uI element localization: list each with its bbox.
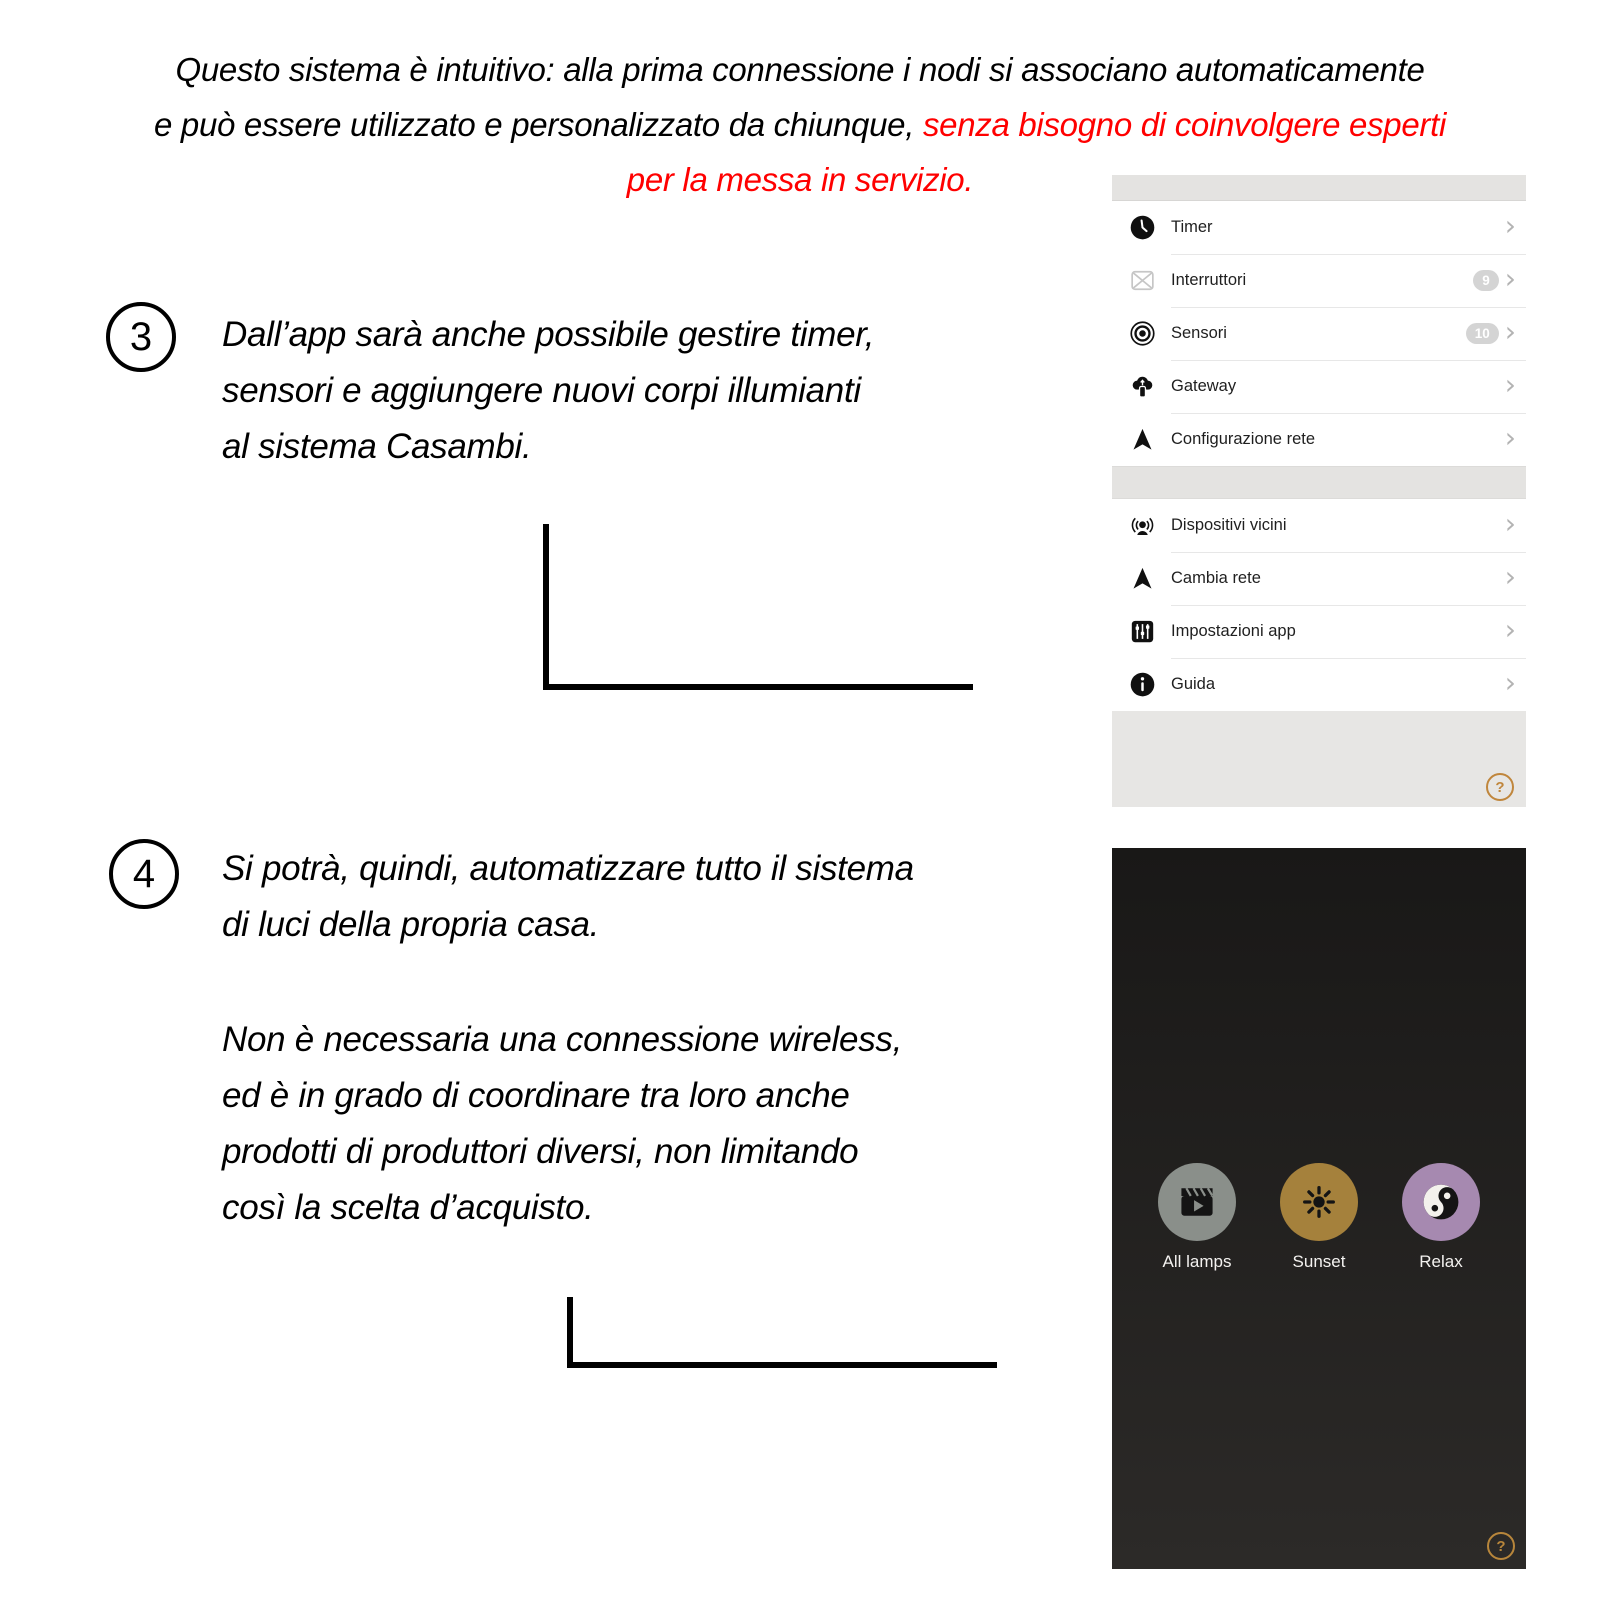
step-4-line: Non è necessaria una connessione wireless, — [222, 1020, 903, 1059]
menu-item-configurazione-rete[interactable] — [1112, 413, 1526, 466]
step-4-line: di luci della propria casa. — [222, 905, 600, 944]
step-4-line: così la scelta d’acquisto. — [222, 1188, 594, 1227]
scene-all-lamps-circle[interactable] — [1158, 1163, 1236, 1241]
clock-icon — [1129, 214, 1156, 241]
menu-item-label: Configurazione rete — [1171, 430, 1316, 448]
intro-line-1 — [0, 42, 1600, 97]
menu-item-cambia-rete[interactable] — [1112, 552, 1526, 605]
menu-top-band — [1112, 175, 1526, 201]
menu-item-label: Guida — [1171, 675, 1216, 693]
help-question-mark: ? — [1495, 778, 1505, 796]
step-3-line: Dall’app sarà anche possibile gestire timer, — [222, 315, 875, 354]
step-3-number-badge — [106, 302, 176, 372]
menu-item-interruttori[interactable] — [1112, 254, 1526, 307]
help-question-mark: ? — [1496, 1537, 1506, 1555]
menu-item-timer[interactable] — [1112, 201, 1526, 254]
help-guide-icon — [1129, 671, 1156, 698]
nearby-devices-icon — [1129, 512, 1156, 539]
clapperboard-icon — [1175, 1180, 1219, 1224]
step-4-text-paragraph-1 — [222, 841, 914, 953]
menu-item-label: Timer — [1171, 218, 1213, 236]
step-3-number: 3 — [129, 314, 153, 359]
step-3-line: al sistema Casambi. — [222, 427, 532, 466]
scene-all-lamps[interactable] — [1148, 1163, 1246, 1272]
chevron-right-icon: › — [1504, 420, 1516, 454]
chevron-right-icon: › — [1504, 367, 1516, 401]
sun-icon — [1297, 1180, 1341, 1224]
connector-line-step3-vertical — [543, 524, 549, 690]
intro-line-2-red: senza bisogno di coinvolgere esperti — [922, 106, 1446, 143]
connector-line-step4-vertical — [567, 1297, 573, 1368]
step-4-number-badge — [109, 839, 179, 909]
menu-item-label: Sensori — [1171, 324, 1227, 342]
intro-line-3-red: per la messa in servizio. — [626, 161, 974, 198]
change-network-icon — [1129, 565, 1156, 592]
chevron-right-icon: › — [1504, 559, 1516, 593]
scene-sunset[interactable] — [1270, 1163, 1368, 1272]
chevron-right-icon: › — [1504, 612, 1516, 646]
switch-icon — [1129, 267, 1156, 294]
step-4-line: Si potrà, quindi, automatizzare tutto il sistema — [222, 849, 914, 888]
menu-section-separator — [1112, 466, 1526, 499]
count-badge: 10 — [1466, 323, 1499, 344]
chevron-right-icon: › — [1504, 208, 1516, 242]
scene-sunset-circle[interactable] — [1280, 1163, 1358, 1241]
menu-item-label: Interruttori — [1171, 271, 1247, 289]
menu-item-label: Dispositivi vicini — [1171, 516, 1287, 534]
cloud-gateway-icon — [1129, 373, 1156, 400]
menu-item-sensori[interactable] — [1112, 307, 1526, 360]
menu-item-guida[interactable] — [1112, 658, 1526, 711]
app-settings-icon — [1129, 618, 1156, 645]
chevron-right-icon: › — [1504, 314, 1516, 348]
step-4-text-paragraph-2 — [222, 1012, 902, 1236]
help-button[interactable] — [1486, 773, 1514, 801]
connector-line-step3-horizontal — [543, 684, 973, 690]
scene-relax-circle[interactable] — [1402, 1163, 1480, 1241]
chevron-right-icon: › — [1504, 665, 1516, 699]
intro-line-2-black: e può essere utilizzato e personalizzato da chiunque, — [153, 106, 923, 143]
scenes-panel — [1112, 848, 1526, 1569]
step-3-text — [222, 307, 874, 475]
step-3-line: sensori e aggiungere nuovi corpi illumianti — [222, 371, 861, 410]
step-4-line: ed è in grado di coordinare tra loro anche — [222, 1076, 850, 1115]
intro-line-2 — [0, 97, 1600, 152]
menu-footer — [1112, 711, 1526, 807]
menu-item-gateway[interactable] — [1112, 360, 1526, 413]
scene-label: All lamps — [1162, 1252, 1232, 1271]
scene-buttons-row — [1112, 1163, 1526, 1272]
step-4-number: 4 — [132, 851, 156, 896]
chevron-right-icon: › — [1504, 261, 1516, 295]
step-4-line: prodotti di produttori diversi, non limitando — [222, 1132, 859, 1171]
menu-item-label: Gateway — [1171, 377, 1237, 395]
menu-item-label: Impostazioni app — [1171, 622, 1296, 640]
menu-item-label: Cambia rete — [1171, 569, 1261, 587]
menu-item-dispositivi-vicini[interactable] — [1112, 499, 1526, 552]
connector-line-step4-horizontal — [567, 1362, 997, 1368]
scene-label: Relax — [1419, 1252, 1463, 1271]
yin-yang-icon — [1419, 1180, 1463, 1224]
help-button-dark[interactable] — [1487, 1532, 1515, 1560]
sensor-icon — [1129, 320, 1156, 347]
settings-menu-panel — [1112, 175, 1526, 807]
menu-item-impostazioni-app[interactable] — [1112, 605, 1526, 658]
scene-relax[interactable] — [1392, 1163, 1490, 1272]
chevron-right-icon: › — [1504, 506, 1516, 540]
count-badge: 9 — [1473, 270, 1499, 291]
intro-line-1-text: Questo sistema è intuitivo: alla prima connessione i nodi si associano automaticamente — [175, 51, 1425, 88]
network-config-icon — [1129, 426, 1156, 453]
scene-label: Sunset — [1292, 1252, 1346, 1271]
